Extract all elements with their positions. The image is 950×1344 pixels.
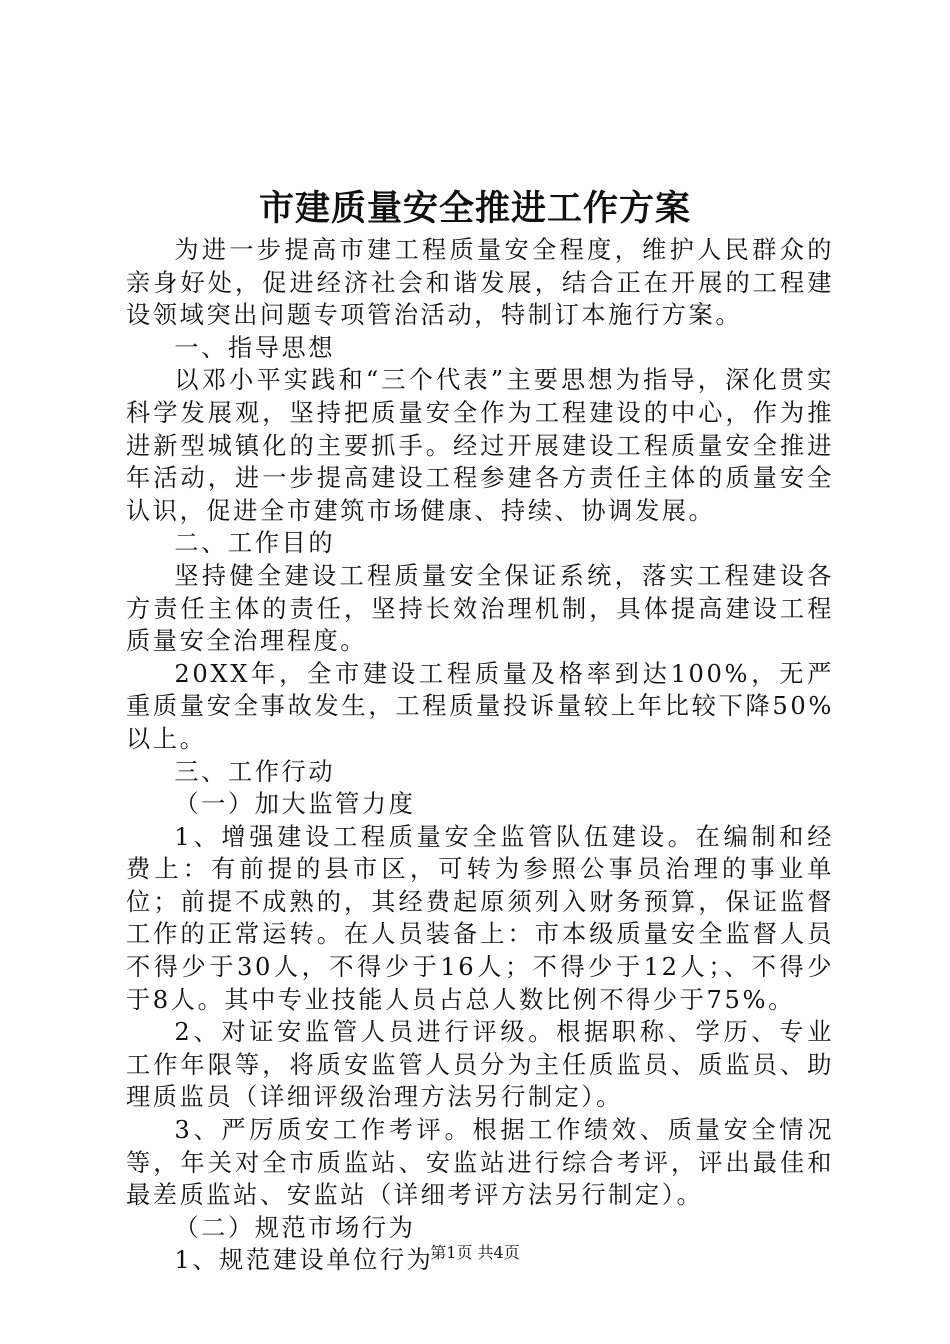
document-title: 市建质量安全推进工作方案	[258, 188, 691, 229]
document-body	[126, 234, 834, 1277]
paragraph-work-goals-1: 坚持健全建设工程质量安全保证系统，落实工程建设各方责任主体的责任，坚持长效治理机制，具体提高建设工程质量安全治理程度。	[126, 561, 834, 656]
list-item-2: 2、对证安监管人员进行评级。根据职称、学历、专业工作年限等，将质安监管人员分为主任质监员、质监员、助理质监员（详细评级治理方法另行制定）。	[126, 1018, 834, 1112]
list-item-market-1: 1、规范建设单位行为	[174, 1246, 434, 1275]
paragraph-work-goals-2: 20XX年，全市建设工程质量及格率到达100%，无严重质量安全事故发生，工程质量投诉量较上年比较下降50%以上。	[126, 659, 834, 753]
section-heading-guiding-ideology: 一、指导思想	[174, 333, 336, 362]
section-heading-work-goals: 二、工作目的	[174, 529, 336, 558]
subsection-heading-market-behavior: （二）规范市场行为	[174, 1213, 416, 1242]
list-item-3: 3、严厉质安工作考评。根据工作绩效、质量安全情况等，年关对全市质监站、安监站进行综合考评，评出最佳和最差质监站、安监站（详细考评方法另行制定）。	[126, 1116, 834, 1210]
list-item-1: 1、增强建设工程质量安全监管队伍建设。在编制和经费上：有前提的县市区，可转为参照公事员治理的事业单位；前提不成熟的，其经费起原须列入财务预算，保证监督工作的正常运转。在人员装备上：市本级质量安全监督人员不得少于30人，不得少于16人；不得少于12人；、不得少于8人。其中专业技能人员占总人数比例不得少于75%。	[126, 822, 834, 1014]
section-heading-work-actions: 三、工作行动	[174, 757, 336, 786]
subsection-heading-supervision: （一）加大监管力度	[174, 790, 416, 819]
intro-paragraph: 为进一步提高市建工程质量安全程度，维护人民群众的亲身好处，促进经济社会和谐发展，结合正在开展的工程建设领域突出问题专项管治活动，特制订本施行方案。	[126, 236, 834, 330]
page-footer: 第1页 共4页	[430, 1243, 520, 1262]
paragraph-guiding-ideology: 以邓小平实践和“三个代表”主要思想为指导，深化贯实科学发展观，坚持把质量安全作为工程建设的中心，作为推进新型城镇化的主要抓手。经过开展建设工程质量安全推进年活动，进一步提高建设工程参建各方责任主体的质量安全认识，促进全市建筑市场健康、持续、协调发展。	[126, 366, 834, 525]
